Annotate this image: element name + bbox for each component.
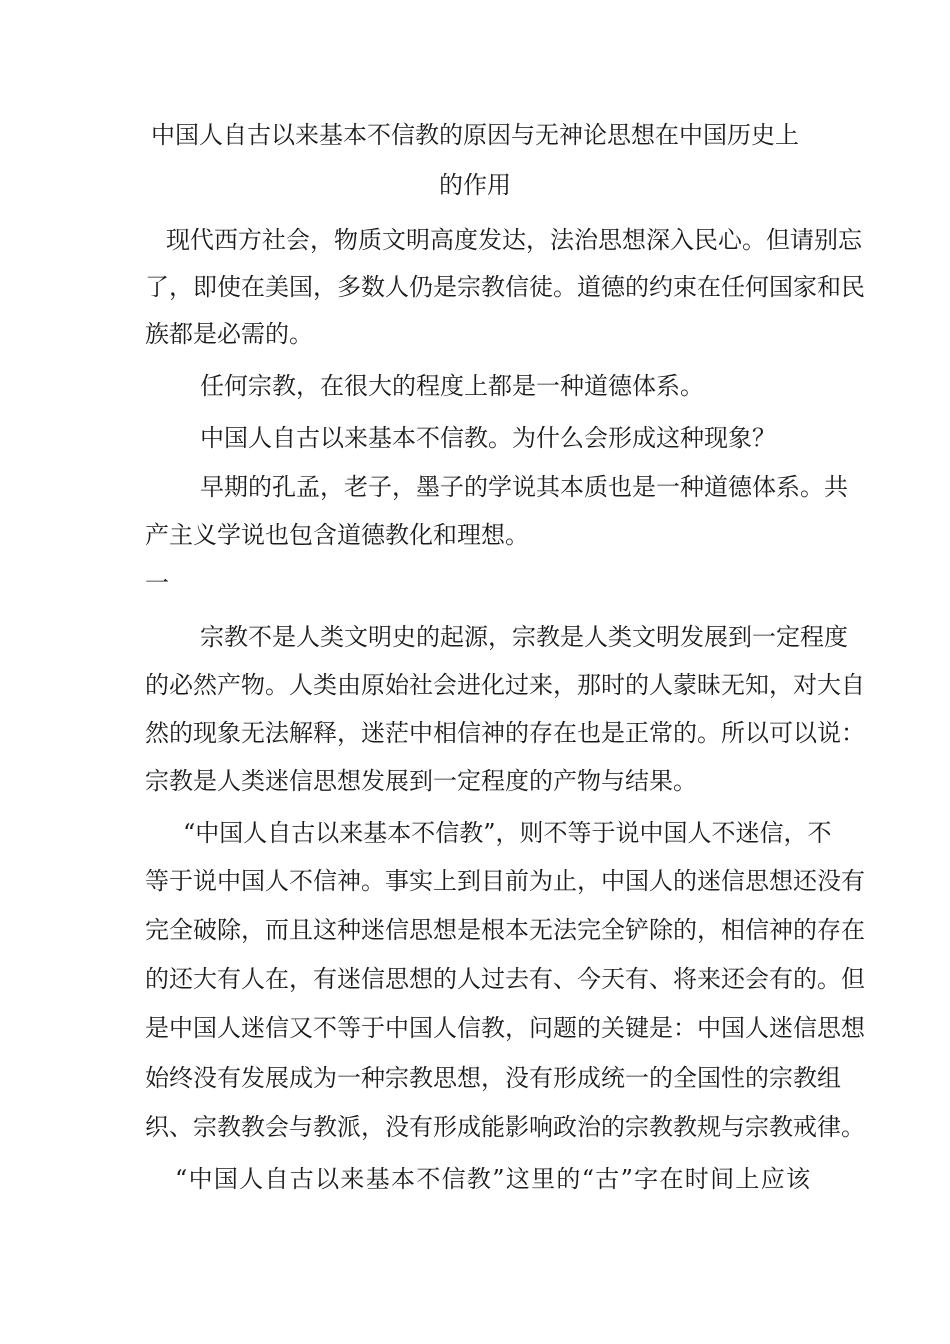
paragraph-3-line-1: 中国人自古以来基本不信教。为什么会形成这种现象？ <box>200 424 776 452</box>
document-title-line-2: 的作用 <box>439 171 511 199</box>
paragraph-6-line-1: “中国人自古以来基本不信教”，则不等于说中国人不迷信，不 <box>183 819 832 847</box>
paragraph-5-line-1: 宗教不是人类文明史的起源，宗教是人类文明发展到一定程度 <box>200 623 848 651</box>
paragraph-1-line-3: 族都是必需的。 <box>145 320 313 348</box>
paragraph-4-line-2: 产主义学说也包含道德教化和理想。 <box>145 521 529 549</box>
paragraph-6-line-3: 完全破除，而且这种迷信思想是根本无法完全铲除的，相信神的存在 <box>145 916 865 944</box>
paragraph-6-line-6: 始终没有发展成为一种宗教思想，没有形成统一的全国性的宗教组 <box>145 1064 841 1092</box>
paragraph-1-line-1: 现代西方社会，物质文明高度发达，法治思想深入民心。但请别忘 <box>166 226 862 254</box>
document-title-line-1: 中国人自古以来基本不信教的原因与无神论思想在中国历史上 <box>151 121 799 149</box>
paragraph-5-line-3: 然的现象无法解释，迷茫中相信神的存在也是正常的。所以可以说： <box>145 719 865 747</box>
paragraph-1-line-2: 了，即使在美国，多数人仍是宗教信徒。道德的约束在任何国家和民 <box>145 273 865 301</box>
section-number: 一 <box>145 569 169 597</box>
paragraph-6-line-7: 织、宗教教会与教派，没有形成能影响政治的宗教教规与宗教戒律。 <box>145 1113 865 1141</box>
paragraph-6-line-2: 等于说中国人不信神。事实上到目前为止，中国人的迷信思想还没有 <box>145 867 865 895</box>
paragraph-2-line-1: 任何宗教，在很大的程度上都是一种道德体系。 <box>200 372 704 400</box>
paragraph-5-line-4: 宗教是人类迷信思想发展到一定程度的产物与结果。 <box>145 767 697 795</box>
paragraph-4-line-1: 早期的孔孟，老子，墨子的学说其本质也是一种道德体系。共 <box>200 473 848 501</box>
paragraph-7-line-1: “中国人自古以来基本不信教”这里的“古”字在时间上应该 <box>175 1165 810 1193</box>
paragraph-5-line-2: 的必然产物。人类由原始社会进化过来，那时的人蒙昧无知，对大自 <box>145 671 865 699</box>
paragraph-6-line-4: 的还大有人在，有迷信思想的人过去有、今天有、将来还会有的。但 <box>145 965 865 993</box>
paragraph-6-line-5: 是中国人迷信又不等于中国人信教，问题的关键是：中国人迷信思想 <box>145 1014 865 1042</box>
